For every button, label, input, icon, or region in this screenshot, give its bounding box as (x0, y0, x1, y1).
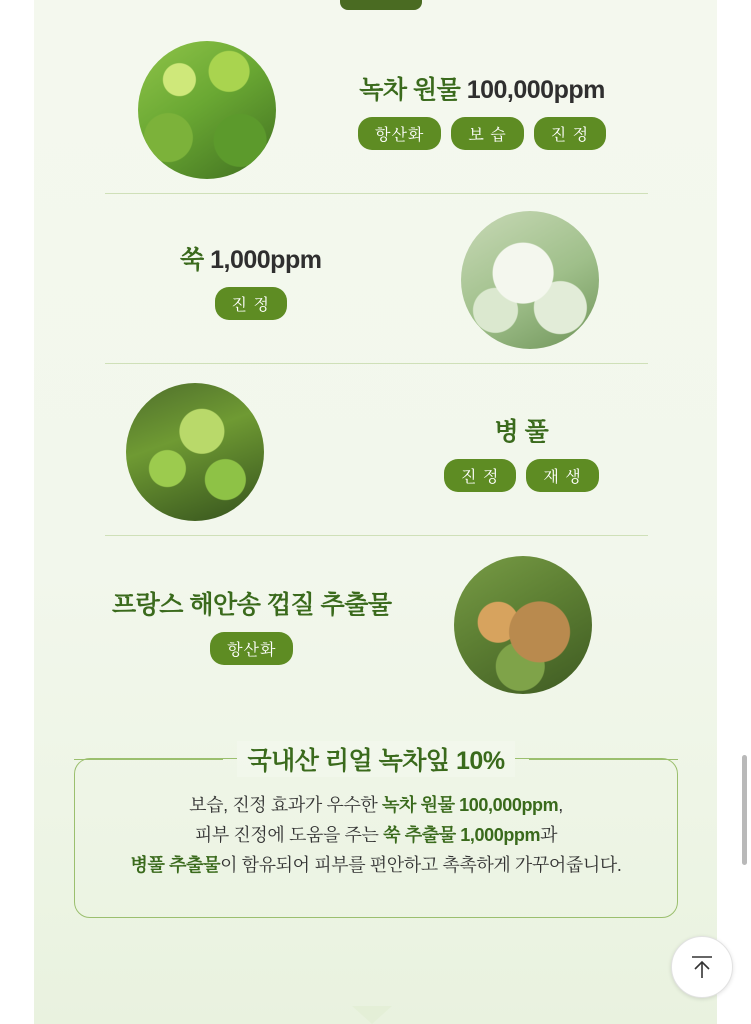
divider-1 (105, 193, 648, 194)
tag-regenerate: 재 생 (526, 459, 598, 492)
tag-list-mugwort (215, 287, 287, 320)
mugwort-text-block (180, 240, 321, 320)
tag-soothe: 진 정 (215, 287, 287, 320)
ingredient-row-green-tea (34, 30, 717, 190)
tag-list-centella (444, 459, 599, 492)
summary-title-wrap (74, 741, 678, 777)
scroll-to-top-button[interactable] (671, 936, 733, 998)
tag-antioxidant: 항산화 (358, 117, 441, 150)
tag-list-pine-bark (210, 632, 293, 665)
summary-line-1: 보습, 진정 효과가 우수한 녹차 원물 100,000ppm, (189, 795, 563, 815)
ingredient-name-mugwort: 쑥 1,000ppm (180, 246, 322, 274)
ingredient-row-centella (34, 372, 717, 532)
green-tea-text-block (358, 70, 606, 150)
bottom-notch (352, 1006, 392, 1024)
tag-list-green-tea (358, 117, 606, 150)
green-tea-leaves-photo (138, 41, 276, 179)
ingredient-row-mugwort (34, 200, 717, 360)
tag-antioxidant: 항산화 (210, 632, 293, 665)
summary-text (74, 790, 678, 880)
centella-text-block (444, 412, 599, 492)
summary-line-3: 병풀 추출물이 함유되어 피부를 편안하고 촉촉하게 가꾸어줍니다. (130, 855, 622, 875)
tag-soothe: 진 정 (444, 459, 516, 492)
divider-3 (105, 535, 648, 536)
top-cropped-image (340, 0, 422, 10)
summary-line-2: 피부 진정에 도움을 주는 쑥 추출물 1,000ppm과 (194, 825, 558, 845)
page-scrollbar[interactable] (742, 755, 747, 865)
title-rule-right (529, 759, 678, 760)
pine-bark-text-block (112, 585, 392, 665)
tag-moisturize: 보 습 (451, 117, 523, 150)
maritime-pine-bark-photo (454, 556, 592, 694)
summary-title: 국내산 리얼 녹차잎 10% (237, 741, 514, 777)
ingredient-name-green-tea: 녹차 원물 100,000ppm (359, 76, 605, 104)
ingredient-name-pine-bark: 프랑스 해안송 껍질 추출물 (112, 591, 392, 619)
title-rule-left (74, 759, 223, 760)
mugwort-photo (461, 211, 599, 349)
centella-photo (126, 383, 264, 521)
ingredient-row-pine-bark (34, 545, 717, 705)
divider-2 (105, 363, 648, 364)
arrow-up-icon (689, 953, 715, 981)
tag-soothe: 진 정 (534, 117, 606, 150)
ingredient-name-centella: 병 풀 (494, 418, 549, 446)
